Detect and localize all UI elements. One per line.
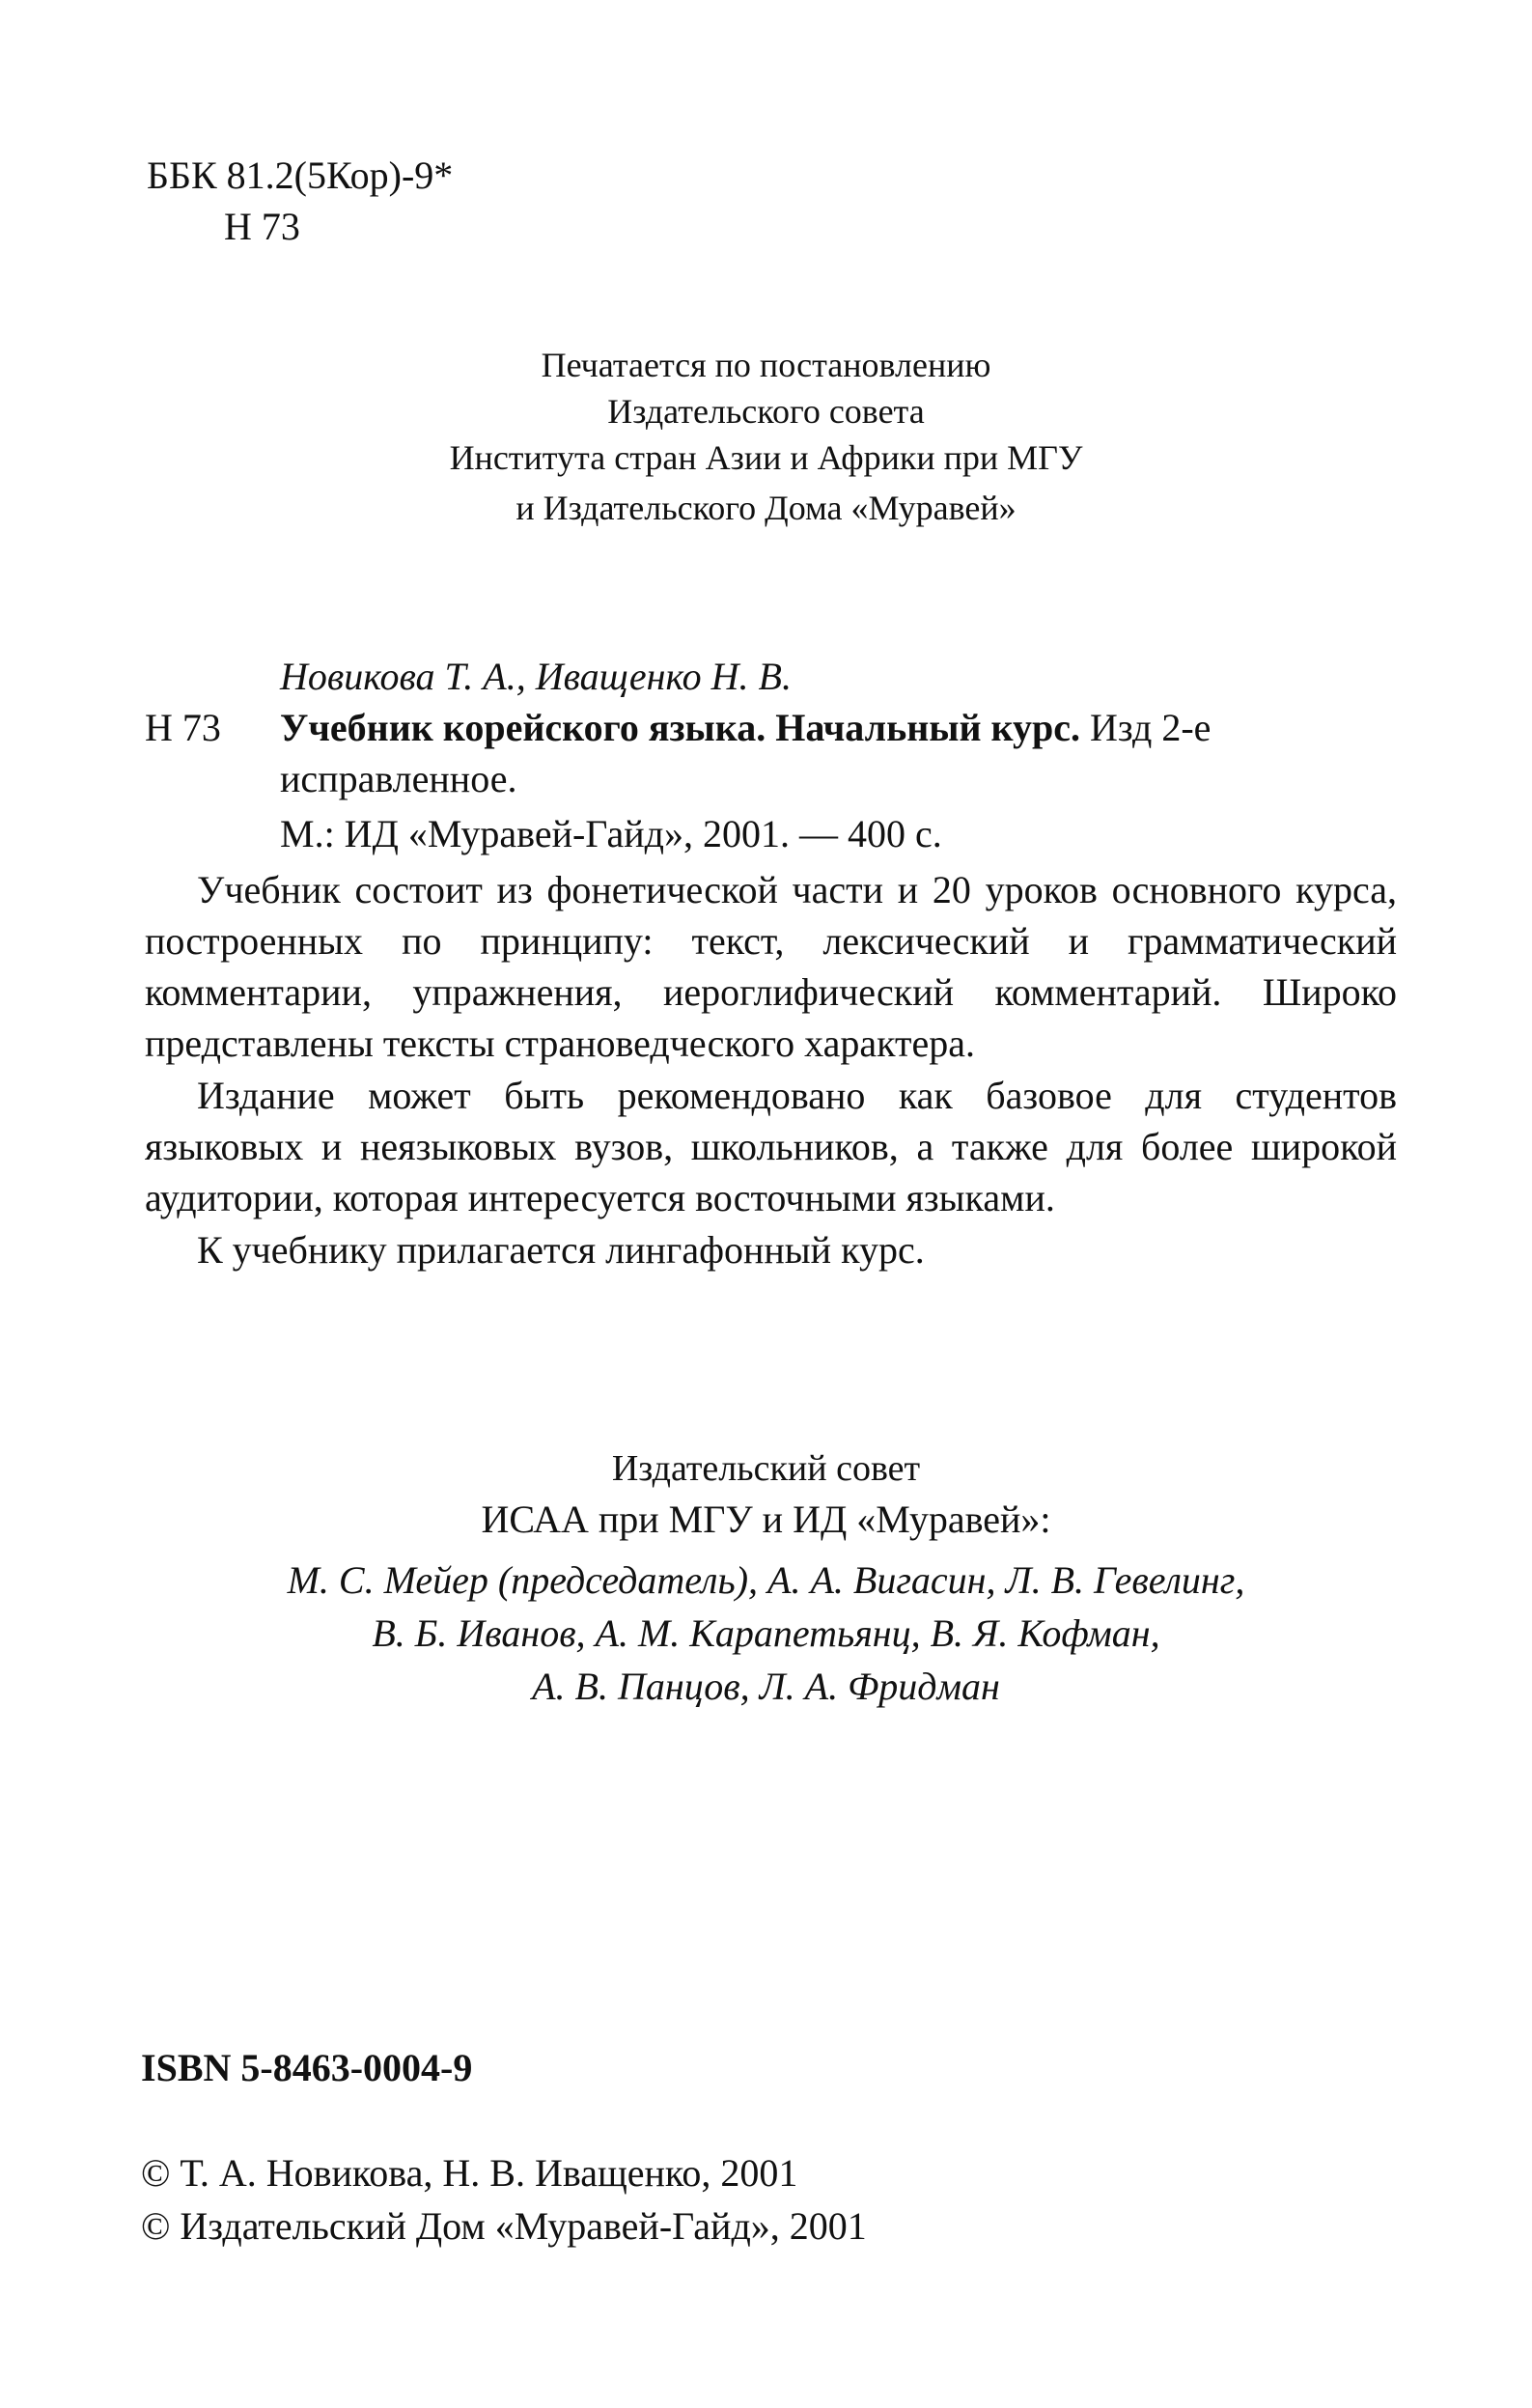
approval-line-2: Издательского совета <box>607 392 925 431</box>
annotation-paragraph: К учебнику прилагается лингафонный курс. <box>197 1228 925 1272</box>
copyright-authors: © Т. А. Новикова, Н. В. Иващенко, 2001 <box>141 2151 798 2195</box>
council-subheading: ИСАА при МГУ и ИД «Муравей»: <box>481 1498 1051 1541</box>
approval-line-3: Института стран Азии и Африки при МГУ <box>449 438 1083 477</box>
annotation-paragraph: Учебник состоит из фонетической части и 20 уроков основного курса, построенных по принципу: текст, лексический и грамматический комментарии, упражнения, иероглифический комментарий. Широко представлены тексты страноведческого характера. <box>145 868 1397 1065</box>
authors: Новикова Т. А., Иващенко Н. В. <box>280 655 792 698</box>
council-members-line-2: В. Б. Иванов, А. М. Карапетьянц, В. Я. Кофман, <box>372 1611 1160 1655</box>
annotation-paragraph: Издание может быть рекомендовано как базовое для студентов языковых и неязыковых вузов, школьников, а также для более широкой аудитории, которая интересуется восточными языками. <box>145 1074 1397 1219</box>
book-title: Учебник корейского языка. Начальный курс. <box>280 706 1081 749</box>
copyright-publisher: © Издательский Дом «Муравей-Гайд», 2001 <box>141 2204 867 2248</box>
bbk-code: ББК 81.2(5Кор)-9* <box>147 154 454 197</box>
council-members-line-1: М. С. Мейер (председатель), А. А. Вигасин, Л. В. Гевелинг, <box>287 1558 1245 1602</box>
book-title-line <box>280 705 1211 751</box>
edition-cont: исправленное. <box>280 757 517 800</box>
approval-line-4: и Издательского Дома «Муравей» <box>515 489 1017 527</box>
author-mark-top: Н 73 <box>224 205 300 248</box>
isbn: ISBN 5-8463-0004-9 <box>141 2046 473 2089</box>
council-heading: Издательский совет <box>611 1448 921 1489</box>
council-members-line-3: А. В. Панцов, Л. А. Фридман <box>532 1665 1000 1708</box>
edition: Изд 2-е <box>1090 706 1212 749</box>
imprint: М.: ИД «Муравей-Гайд», 2001. — 400 с. <box>280 812 942 855</box>
author-mark: Н 73 <box>145 706 221 749</box>
approval-line-1: Печатается по постановлению <box>541 346 991 384</box>
